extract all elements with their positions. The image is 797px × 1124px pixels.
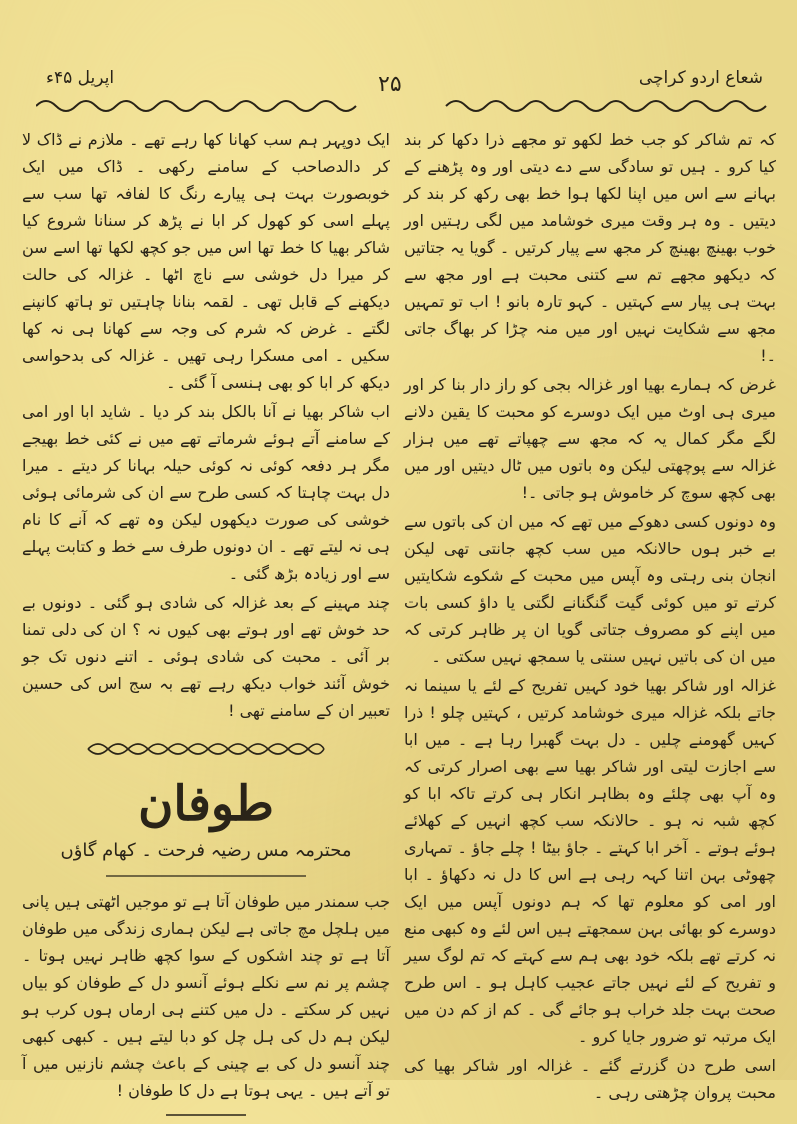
right-column xyxy=(404,126,776,1102)
paragraph: وہ دونوں کسی دھوکے میں تھے کہ میں ان کی باتوں سے بے خبر ہوں حالانکہ میں سب کچھ جانتی تھی لیکن انجان بنی رہتی وہ آپس میں محبت کے شکوے شکایتیں کرتے تو میں کوئی گیت گنگنانے لگتی یا داؤ کسی بات میں اپنے کو مصروف جتاتی گویا ان پر ظاہر کرتی کہ میں ان کی باتیں نہیں سنتی یا سمجھ نہیں سکتی ۔ xyxy=(404,512,776,666)
divider-ornament-icon xyxy=(86,739,326,759)
left-column xyxy=(22,126,390,1100)
end-rule-icon xyxy=(166,1110,246,1120)
paragraph: ایک دوپہر ہم سب کھانا کھا رہے تھے ۔ ملازم نے ڈاک لا کر دالدصاحب کے سامنے رکھی ۔ ڈاک میں ایک خوبصورت بہت ہی پیارے رنگ کا لفافہ تھا سب سے پہلے اسی کو کھول کر ابا نے پڑھ کر سنانا شروع کیا شاکر بھیا کا خط تھا اس میں جو کچھ لکھا تھا اسے سن کر میرا دل خوشی سے ناچ اٹھا ۔ غزالہ کی حالت دیکھنے کے قابل تھی ۔ لقمہ بنانا چاہتیں تو ہاتھ کانپنے لگتے ۔ غرض کہ شرم کی وجہ سے کھانا ہی نہ کھا سکیں ۔ امی مسکرا رہی تھیں ۔ غزالہ کی بدحواسی دیکھ کر ابا کو بھی ہنسی آ گئی ۔ xyxy=(22,130,390,392)
byline-underline xyxy=(22,872,390,882)
page-number: ۲۵ xyxy=(378,72,402,97)
underline-ornament-icon xyxy=(106,872,306,880)
story-title: طوفان xyxy=(138,776,274,832)
story-end-rule xyxy=(22,1110,390,1124)
issue-date: اپریل ۴۵ء xyxy=(46,68,115,88)
paragraph: اب شاکر بھیا نے آنا بالکل بند کر دیا ۔ شاید ابا اور امی کے سامنے آتے ہوئے شرماتے تھے میں نے کئی خط بھیجے مگر ہر دفعہ کوئی نہ کوئی حیلہ بہانا کر دیتے ۔ میرا دل بہت چاہتا کہ کسی طرح سے ان کی شرمائی ہوئی خوشی کی صورت دیکھوں لیکن وہ تھے کہ آنے کا نام ہی نہ لیتے تھے ۔ ان دونوں طرف سے خط و کتابت پہلے سے اور زیادہ بڑھ گئی ۔ xyxy=(22,402,390,583)
story-byline: محترمہ مس رضیہ فرحت ۔ کھام گاؤں xyxy=(60,840,352,861)
header-wave-rule xyxy=(36,92,771,120)
paragraph: اسی طرح دن گزرتے گئے ۔ غزالہ اور شاکر بھیا کی محبت پروان چڑھتی رہی ۔ xyxy=(404,1056,776,1102)
paragraph: کہ تم شاکر کو جب خط لکھو تو مجھے ذرا دکھا کر بند کیا کرو ۔ ہیں تو سادگی سے دے دیتی اور وہ پڑھنے کے بہانے سے اس میں اپنا لکھا ہوا خط بھی رکھ کر بند کر دیتیں ۔ وہ ہر وقت میری خوشامد میں لگی رہتیں اور خوب بھینچ بھینچ کر مجھ سے پیار کرتیں ۔ گویا یہ جتاتیں کہ دیکھو مجھے تم سے کتنی محبت ہے اور مجھ سے بہت ہی پیار سے کہتیں ۔ کہو تارہ بانو ! اب تو تمہیں مجھ سے شکایت نہیں اور میں منہ چڑا کر بھاگ جاتی ۔! xyxy=(404,130,776,365)
page-header xyxy=(36,62,771,120)
ornamental-divider xyxy=(22,730,390,768)
paragraph: چند مہینے کے بعد غزالہ کی شادی ہو گئی ۔ دونوں بے حد خوش تھے اور ہوتے بھی کیوں نہ ؟ ان کی دلی تمنا بر آئی ۔ محبت کی شادی ہوئی ۔ اتنے دنوں تک جو خوش آئند خواب دیکھ رہے تھے بہ سج اس کی حسین تعبیر ان کے سامنے تھی ! xyxy=(22,593,390,720)
paragraph: غرض کہ ہمارے بھیا اور غزالہ بجی کو راز دار بنا کر اور میری ہی اوٹ میں ایک دوسرے کو محبت کا یقین دلانے لگے مگر کمال یہ کہ مجھ سے چھپاتے تھے میں ہزار غزالہ سے پوچھتی لیکن وہ باتوں میں ٹال دیتیں اور میں بھی کچھ سوچ کر خاموش ہو جاتی ۔! xyxy=(404,375,776,502)
paragraph: غزالہ اور شاکر بھیا خود کہیں تفریح کے لئے یا سینما نہ جاتے بلکہ غزالہ میری خوشامد کرتیں ، کہتیں چلو ! ذرا کہیں گھومنے چلیں ۔ دل بہت گھبرا رہا ہے ۔ میں ابا سے اجازت لیتی اور شاکر بھیا سے بھی اصرار کرتی کہ وہ آپ بھی چلئے وہ بظاہر انکار ہی کرتے تاکہ ابا کو کچھ شبہ نہ ہو ۔ حالانکہ سب کچھ انہیں کے کھلائے ہوئے ہوتے ۔ آخر ابا کہتے ۔ جاؤ بیٹا ! چلے جاؤ ۔ تمہاری چھوٹی بہن اتنا کہہ رہی ہے اس کا دل نہ دکھاؤ ۔ ابا اور امی کو معلوم تھا کہ ہم دونوں آپس میں ایک دوسرے کو بھائی بہن سمجھتے ہیں اس لئے وہ کبھی منع نہ کرتے تھے بلکہ خود بھی ہم سے کہتے کہ تم لوگ سیر و تفریح کے لئے نہیں جاتے عجیب کاہل ہو ۔ اس طرح صحت بہت جلد خراب ہو جائے گی ۔ کم از کم دن میں ایک مرتبہ تو ضرور جایا کرو ۔ xyxy=(404,676,776,1046)
magazine-name: شعاع اردو کراچی xyxy=(638,68,763,88)
story-paragraph: جب سمندر میں طوفان آتا ہے تو موجیں اٹھتی ہیں پانی میں ہلچل مچ جاتی ہے لیکن ہماری زندگی میں طوفان آتا ہے تو چند اشکوں کے سوا کچھ ظاہر نہیں ہوتا ۔ چشم پر نم سے نکلے ہوئے آنسو دل کے طوفان کو بیاں نہیں کر سکتے ۔ دل میں کتنے ہی ارماں ہوں کرب ہو لیکن ہم دل کی ہل چل کو دبا لیتے ہیں ۔ کبھی کبھی چند آنسو دل کی بے چینی کے باعث چشم نازنیں میں آ تو آتے ہیں ۔ یہی ہوتا ہے دل کا طوفان ! xyxy=(22,892,390,1100)
